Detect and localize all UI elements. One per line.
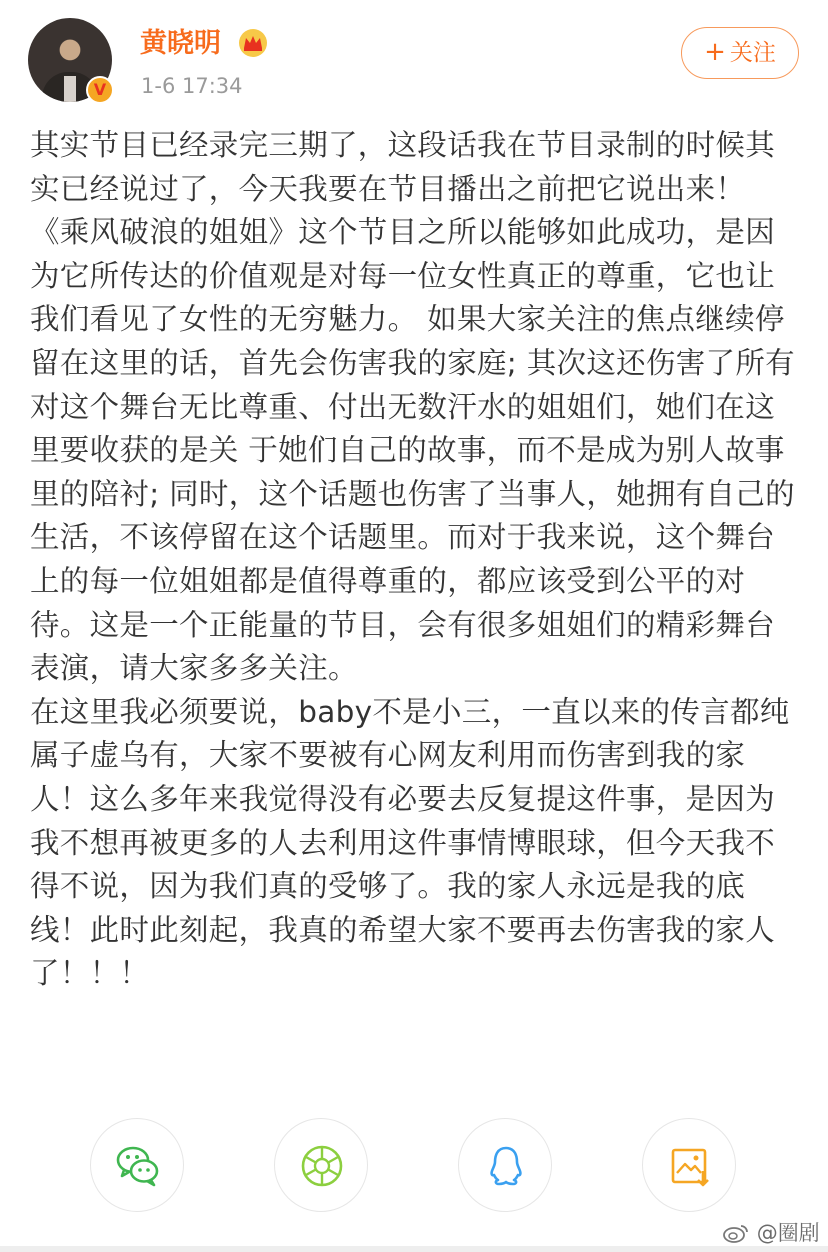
share-row [0, 1118, 828, 1218]
share-wechat-button[interactable] [90, 1118, 184, 1212]
save-image-button[interactable] [642, 1118, 736, 1212]
post-body [30, 124, 800, 996]
post-paragraph: 其实节目已经录完三期了，这段话我在节目录制的时候其实已经说过了，今天我要在节目播出之前把它说出来！《乘风破浪的姐姐》这个节目之所以能够如此成功，是因为它所传达的价值观是对每一位女性真正的尊重，它也让我们看见了女性的无穷魅力。 如果大家关注的焦点继续停留在这里的话，首先会伤害我的家庭; 其次这还伤害了所有对这个舞台无比尊重、付出无数汗水的姐姐们，她们在这里要收获的是关 于她们自己的故事，而不是成为别人故事里的陪衬; 同时，这个话题也伤害了当事人，她拥有自己的生活，不该停留在这个话题里。而对于我来说，这个舞台上的每一位姐姐都是值得尊重的，都应该受到公平的对待。这是一个正能量的节目，会有很多姐姐们的精彩舞台表演，请大家多多关注。 [30, 128, 795, 686]
follow-button[interactable] [681, 27, 799, 79]
post-header [0, 0, 828, 120]
qq-icon [483, 1143, 529, 1189]
weibo-icon [722, 1222, 750, 1244]
follow-label: 关注 [729, 40, 776, 66]
save-image-icon [667, 1143, 713, 1189]
post-timestamp: 1-6 17:34 [141, 74, 243, 98]
watermark-text: @圈剧 [756, 1221, 820, 1245]
share-moments-button[interactable] [274, 1118, 368, 1212]
share-qq-button[interactable] [458, 1118, 552, 1212]
post-paragraph: 在这里我必须要说，baby不是小三，一直以来的传言都纯属子虚乌有，大家不要被有心网友利用而伤害到我的家人！这么多年来我觉得没有必要去反复提这件事，是因为我不想再被更多的人去利用这件事情博眼球，但今天我不得不说，因为我们真的受够了。我的家人永远是我的底线！此时此刻起，我真的希望大家不要再去伤害我的家人了！！！ [30, 694, 790, 991]
bottom-divider [0, 1246, 828, 1252]
weibo-watermark [722, 1218, 820, 1248]
wechat-icon [115, 1143, 161, 1189]
verified-badge-icon: V [86, 76, 114, 104]
moments-icon [299, 1143, 345, 1189]
crown-icon [238, 28, 268, 58]
avatar-shirt [64, 76, 76, 102]
plus-icon: + [704, 37, 726, 67]
username[interactable]: 黄晓明 [140, 28, 221, 59]
